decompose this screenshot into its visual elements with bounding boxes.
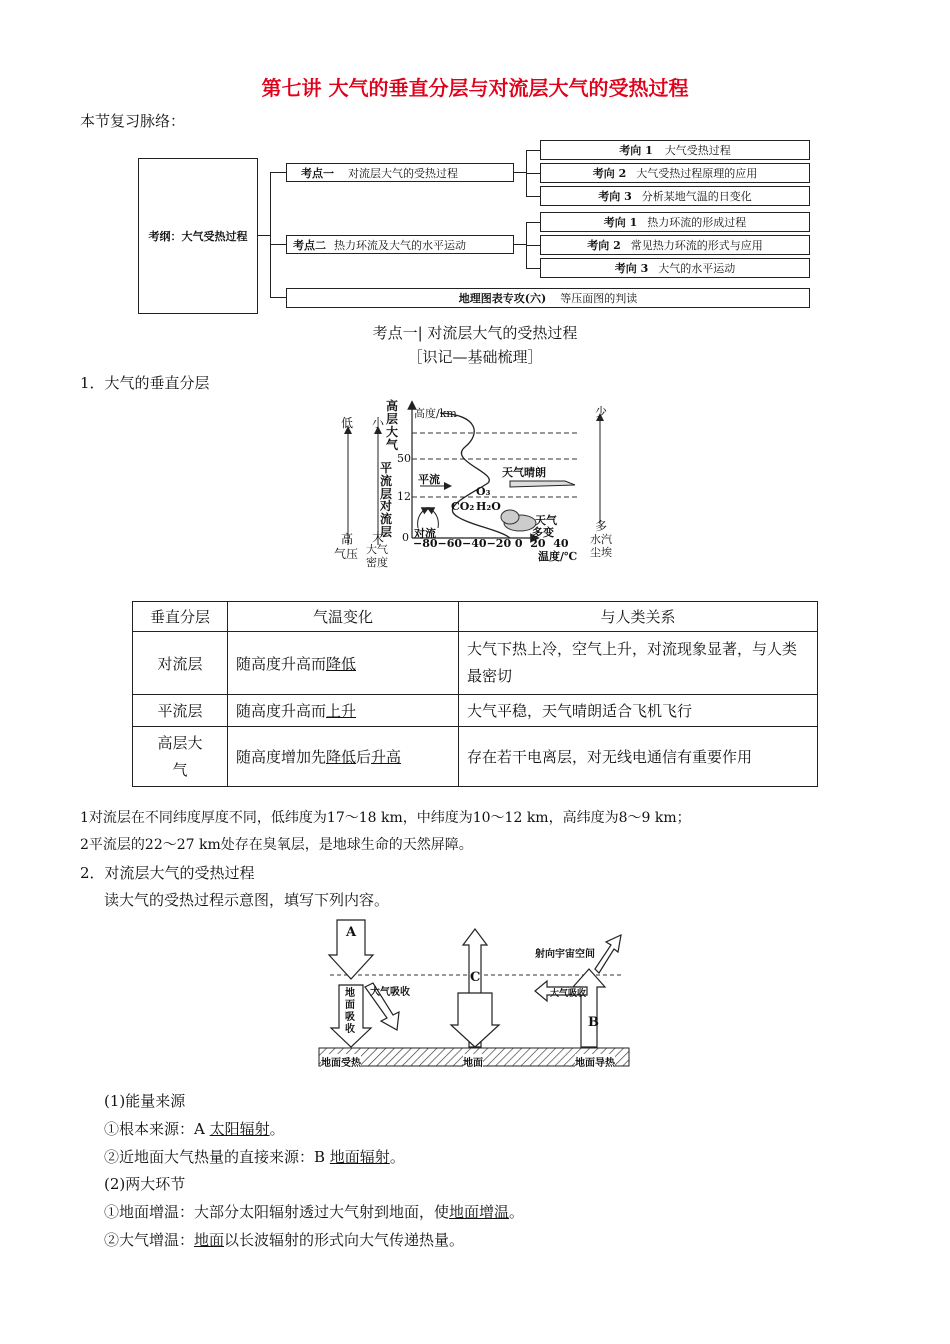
outline-root: 考纲：大气受热过程 <box>138 158 258 314</box>
table-row: 平流层 随高度升高而上升 大气平稳，天气晴朗适合飞机飞行 <box>133 695 818 727</box>
label-pressure: 气压 <box>334 547 359 561</box>
item-1-heading: 1．大气的垂直分层 <box>80 374 210 392</box>
item-2-heading: 2．对流层大气的受热过程 <box>80 864 255 882</box>
point-1-label: 考点一 <box>301 166 334 180</box>
label-ground-conduct: 地面导热 <box>575 1054 615 1069</box>
direction-1-3: 考向 3 分析某地气温的日变化 <box>540 186 810 206</box>
energy-line-2: ②近地面大气热量的直接来源：B 地面辐射。 <box>104 1148 405 1166</box>
label-ground-absorb: 地面吸收 <box>345 988 355 1035</box>
point-1-text: 对流层大气的受热过程 <box>348 166 458 180</box>
point-2-label: 考点二 <box>293 238 326 252</box>
label-ground: 地面 <box>463 1054 483 1069</box>
point-2-box <box>286 235 514 254</box>
label-troposphere: 对流层 <box>380 499 393 539</box>
note-1: 1对流层在不同纬度厚度不同，低纬度为17～18 km，中纬度为10～12 km，高纬度为8～9 km； <box>80 810 691 826</box>
section-subheading: ［识记—基础梳理］ <box>407 348 543 366</box>
energy-line-4: ②大气增温：地面以长波辐射的形式向大气传递热量。 <box>104 1231 465 1249</box>
table-header: 垂直分层 <box>133 602 228 632</box>
label-atm-absorb-left: 大气吸收 <box>370 987 410 998</box>
label-to-space: 射向宇宙空间 <box>535 949 595 960</box>
label-dust: 尘埃 <box>590 546 612 559</box>
label-C: C <box>470 970 481 985</box>
y-tick-0: 0 <box>402 531 409 544</box>
page-title: 第七讲 大气的垂直分层与对流层大气的受热过程 <box>261 76 689 100</box>
point-2-text: 热力环流及大气的水平运动 <box>334 238 466 252</box>
direction-1-2: 考向 2 大气受热过程原理的应用 <box>540 163 810 183</box>
y-axis-label: 高度/km <box>414 407 457 420</box>
energy-line-1: ①根本来源：A 太阳辐射。 <box>104 1120 285 1138</box>
direction-2-2: 考向 2 常见热力环流的形式与应用 <box>540 235 810 255</box>
label-co2: CO₂ <box>451 500 475 513</box>
label-convection: 对流 <box>414 527 436 540</box>
item-2-instruction: 读大气的受热过程示意图，填写下列内容。 <box>104 891 390 909</box>
label-many: 多 <box>595 519 608 533</box>
label-few: 少 <box>595 405 608 419</box>
label-sunny: 天气晴朗 <box>502 466 546 479</box>
intro-text: 本节复习脉络： <box>80 112 186 130</box>
direction-1-1: 考向 1 大气受热过程 <box>540 140 810 160</box>
section-heading: 考点一| 对流层大气的受热过程 <box>372 324 578 342</box>
table-header: 气温变化 <box>228 602 459 632</box>
x-axis-label: 温度/℃ <box>538 550 578 563</box>
direction-2-1: 考向 1 热力环流的形成过程 <box>540 212 810 232</box>
heating-process-figure <box>315 915 635 1075</box>
label-atm-absorb-right: 大气吸收 <box>550 989 587 999</box>
label-stratosphere: 平流层 <box>380 461 393 501</box>
two-stages-heading: (2)两大环节 <box>104 1175 186 1193</box>
special-topic-box: 地理图表专攻(六) 等压面图的判读 <box>286 288 810 308</box>
label-small: 小 <box>372 416 385 430</box>
y-tick-50: 50 <box>397 452 411 465</box>
label-B: B <box>588 1015 599 1030</box>
label-density: 密度 <box>366 556 388 569</box>
energy-line-3: ①地面增温：大部分太阳辐射透过大气射到地面，使地面增温。 <box>104 1203 525 1221</box>
point-1-box <box>286 163 514 182</box>
table-row: 对流层 随高度升高而降低 大气下热上冷，空气上升，对流现象显著，与人类最密切 <box>133 632 818 695</box>
label-changeable: 多变 <box>532 526 554 539</box>
direction-2-3: 考向 3 大气的水平运动 <box>540 258 810 278</box>
table-header: 与人类关系 <box>459 602 818 632</box>
label-horizontal-flow: 平流 <box>418 473 440 486</box>
energy-source-heading: (1)能量来源 <box>104 1092 186 1110</box>
y-tick-12: 12 <box>397 490 411 503</box>
note-2: 2平流层的22～27 km处存在臭氧层，是地球生命的天然屏障。 <box>80 837 473 853</box>
label-h2o: H₂O <box>476 500 501 513</box>
x-ticks: −80−60−40−20 0 20 40 <box>413 537 569 550</box>
label-ground-heated: 地面受热 <box>321 1054 361 1069</box>
label-low: 低 <box>341 416 354 430</box>
label-big: 大 <box>372 530 385 544</box>
label-upper-atmosphere: 高层大气 <box>386 399 399 452</box>
label-o3: O₃ <box>476 485 491 498</box>
label-A: A <box>346 925 357 940</box>
label-high: 高 <box>341 532 354 546</box>
vertical-layers-table <box>132 601 818 787</box>
label-vapor: 水汽 <box>590 533 612 546</box>
table-row: 高层大气 随高度增加先降低后升高 存在若干电离层，对无线电通信有重要作用 <box>133 727 818 787</box>
label-air: 大气 <box>366 543 388 556</box>
label-weather: 天气 <box>535 514 557 527</box>
